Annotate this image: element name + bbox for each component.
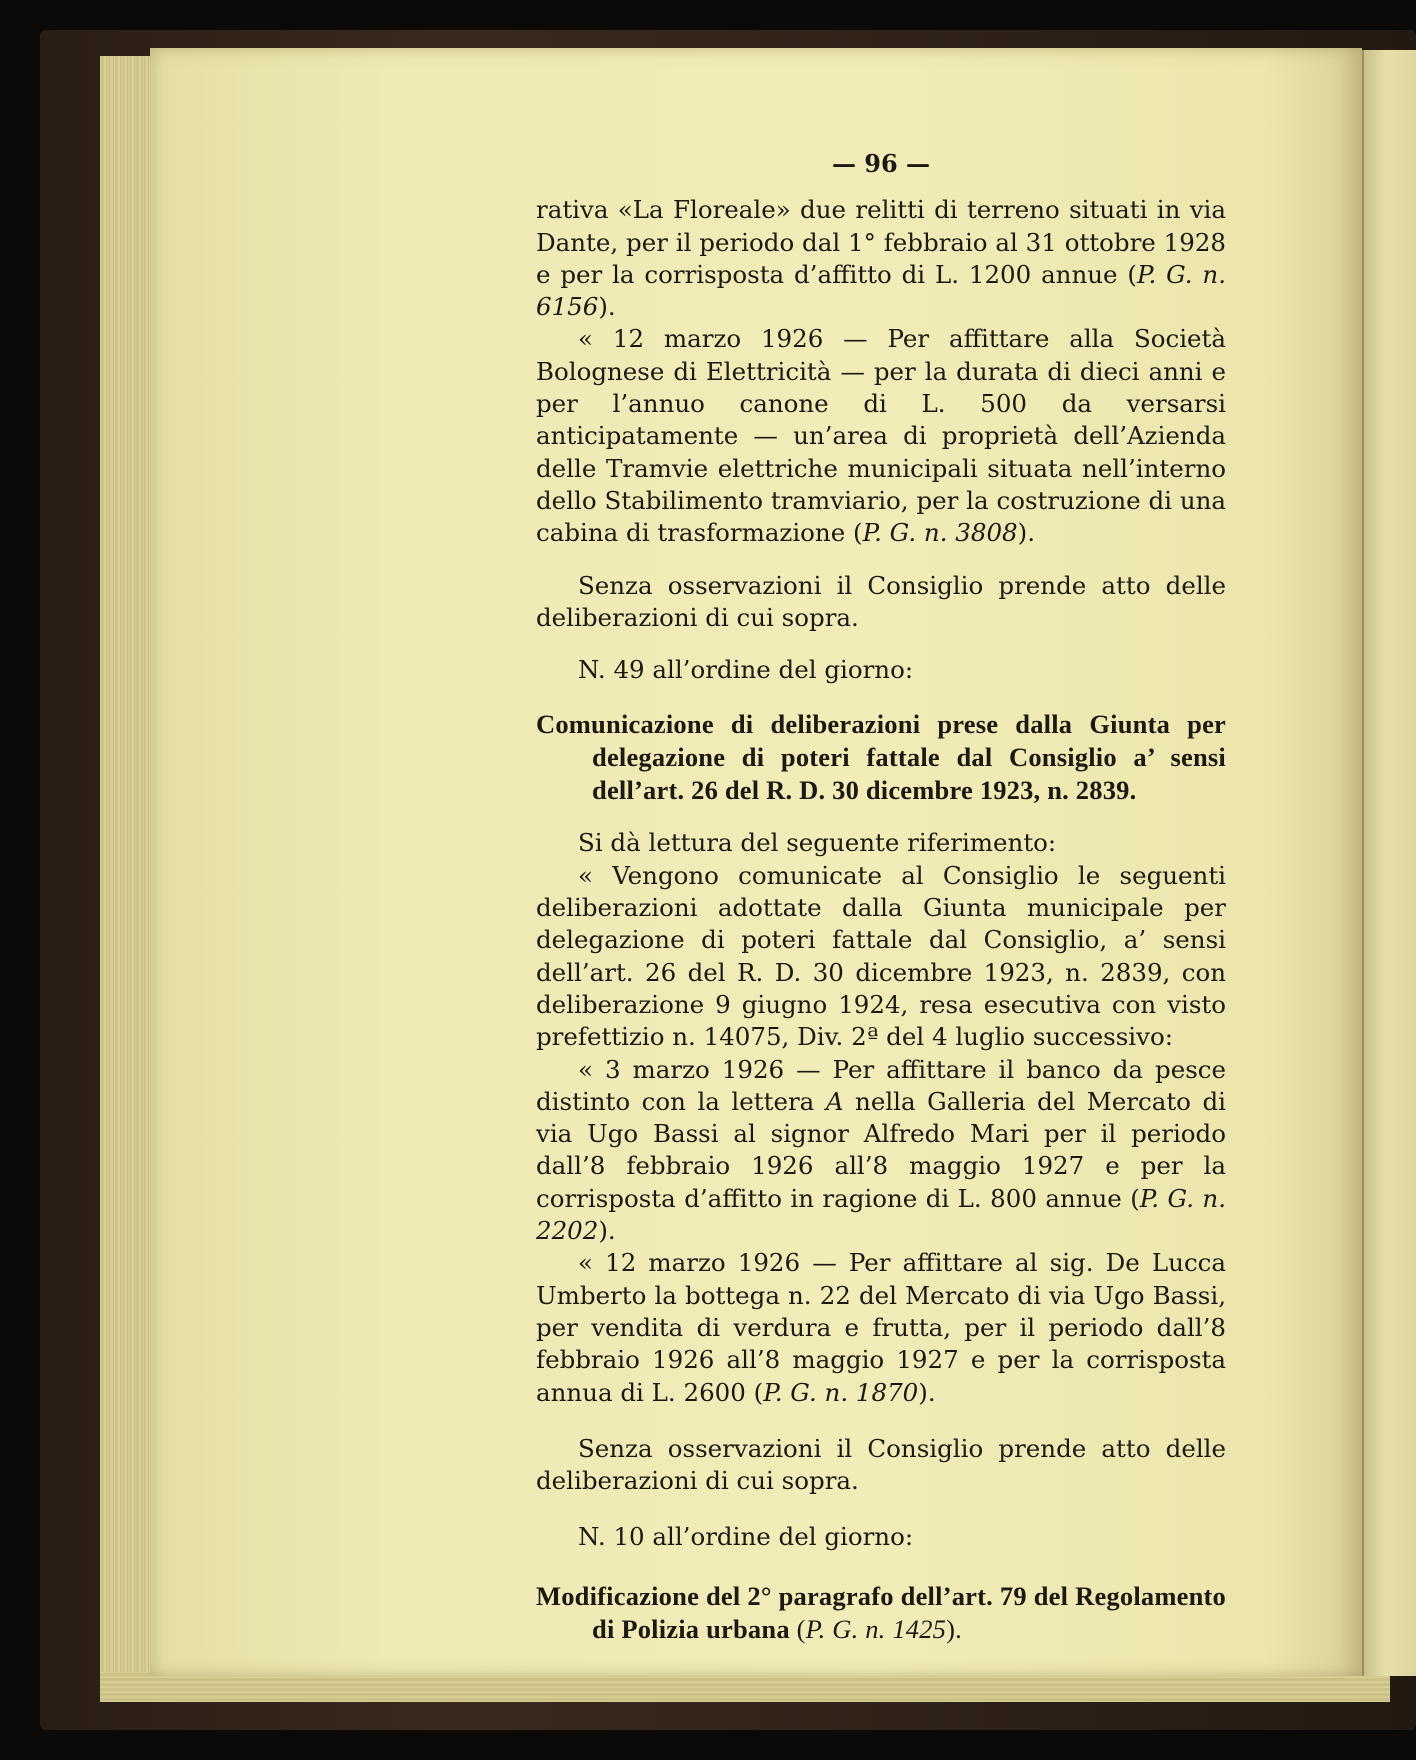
page-edges-bottom [100, 1672, 1390, 1702]
page-edges-left [100, 56, 157, 1696]
paragraph-7: « Vengono comunicate al Consiglio le seguenti deliberazioni adottate dalla Giunta municipale per delegazione di poteri fattale dal Consiglio, a’ sensi dell’art. 26 del R. D. 30 dicembre 1923, n. 2839, con deliberazione 9 giugno 1924, resa esecutiva con visto prefettizio n. 14075, Div. 2ª del 4 luglio successivo: [536, 860, 1226, 1052]
reference: P. G. n. 1870 [763, 1377, 919, 1407]
page-number: — 96 — [831, 149, 931, 178]
section-heading-1: Comunicazione di deliberazioni prese dalla Giunta per delegazione di poteri fattale dal Consiglio a’ sensi dell’art. 26 del R. D. 30 dicembre 1923, n. 2839. [536, 709, 1226, 806]
section-heading-2: Modificazione del 2° paragrafo dell’art. 79 del Regolamento di Polizia urbana (P. G. n. 1425). [536, 1580, 1226, 1644]
paragraph-9: « 12 marzo 1926 — Per affittare al sig. De Lucca Umberto la bottega n. 22 del Mercato di via Ugo Bassi, per vendita di verdura e frutta, per il periodo dall’8 febbraio 1926 all’8 maggio 1927 e per la corrisposta annua di L. 2600 (P. G. n. 1870). [536, 1248, 1226, 1407]
page-text [536, 148, 1226, 1666]
reference: P. G. n. 1425 [805, 1613, 947, 1644]
paragraph-8: « 3 marzo 1926 — Per affittare il banco da pesce distinto con la lettera A nella Galleria del Mercato di via Ugo Bassi al signor Alfredo Mari per il periodo dall’8 febbraio 1926 all’8 maggio 1927 e per la corrisposta d’affitto in ragione di L. 800 annue (P. G. n. 2202). [536, 1054, 1226, 1246]
paragraph-2: « 12 marzo 1926 — Per affittare alla Società Bolognese di Elettricità — per la durata di dieci anni e per l’annuo canone di L. 500 da versarsi anticipatamente — un’area di proprietà dell’Azienda delle Tramvie elettriche municipali situata nell’interno dello Stabilimento tramviario, per la costruzione di una cabina di trasformazione (P. G. n. 3808). [536, 324, 1226, 548]
next-page-edge [1362, 50, 1416, 1676]
paragraph-10: Senza osservazioni il Consiglio prende atto delle deliberazioni di cui sopra. [536, 1433, 1226, 1496]
agenda-item-49: N. 49 all’ordine del giorno: [578, 655, 914, 685]
paragraph-6: Si dà lettura del seguente riferimento: [578, 828, 1057, 858]
paragraph-1: rativa «La Floreale» due relitti di terreno situati in via Dante, per il periodo dal 1° febbraio al 31 ottobre 1928 e per la corrisposta d’affitto di L. 1200 annue (P. G. n. 6156). [536, 195, 1226, 322]
reference: P. G. n. 6156 [536, 259, 1226, 322]
paragraph-3: Senza osservazioni il Consiglio prende atto delle deliberazioni di cui sopra. [536, 570, 1226, 632]
reference: P. G. n. 3808 [862, 518, 1018, 548]
agenda-item-10: N. 10 all’ordine del giorno: [578, 1522, 914, 1552]
reference: P. G. n. 2202 [536, 1183, 1226, 1246]
